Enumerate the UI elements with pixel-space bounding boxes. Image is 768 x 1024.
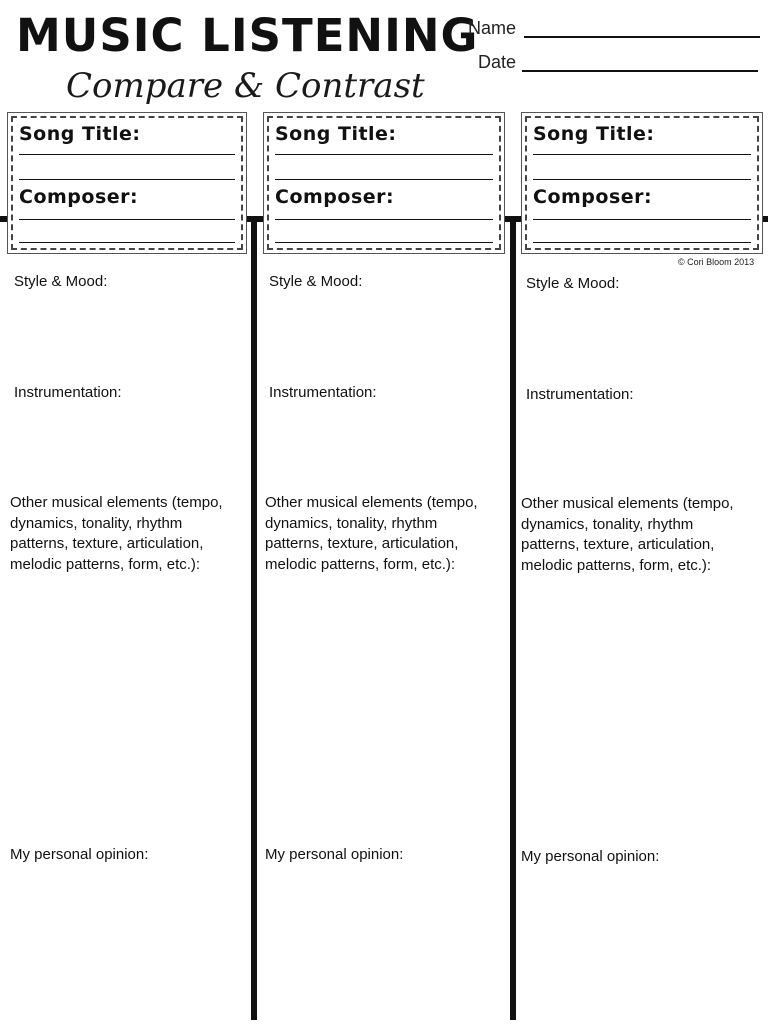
style-mood-label: Style & Mood:	[14, 273, 108, 290]
copyright-notice: © Cori Bloom 2013	[678, 257, 755, 267]
column-divider-2	[510, 218, 516, 1020]
column-divider-1	[251, 218, 257, 1020]
song-title-line[interactable]	[275, 179, 493, 180]
song-title-label: Song Title:	[533, 123, 655, 145]
other-elements-label: Other musical elements (tempo, dynamics, tonality, rhythm patterns, texture, articulation, melodic patterns, form, etc.):	[10, 494, 223, 573]
song-title-line[interactable]	[19, 179, 235, 180]
style-mood-label: Style & Mood:	[269, 273, 363, 290]
song-title-line[interactable]	[533, 179, 751, 180]
other-elements-label: Other musical elements (tempo, dynamics, tonality, rhythm patterns, texture, articulation, melodic patterns, form, etc.):	[265, 494, 478, 573]
song-info-card-1	[8, 113, 246, 253]
song-title-line[interactable]	[533, 154, 751, 155]
composer-line[interactable]	[19, 242, 235, 243]
composer-line[interactable]	[533, 219, 751, 220]
composer-line[interactable]	[533, 242, 751, 243]
date-field-line[interactable]	[522, 70, 758, 72]
date-label: Date	[478, 52, 517, 72]
song-title-line[interactable]	[19, 154, 235, 155]
other-elements-label: Other musical elements (tempo, dynamics, tonality, rhythm patterns, texture, articulation, melodic patterns, form, etc.):	[521, 495, 734, 574]
personal-opinion-label: My personal opinion:	[521, 848, 660, 865]
style-mood-label: Style & Mood:	[526, 275, 620, 292]
composer-label: Composer:	[19, 186, 139, 208]
composer-line[interactable]	[275, 219, 493, 220]
composer-line[interactable]	[19, 219, 235, 220]
worksheet-title: MUSIC LISTENING	[16, 9, 479, 62]
song-title-line[interactable]	[275, 154, 493, 155]
composer-line[interactable]	[275, 242, 493, 243]
personal-opinion-label: My personal opinion:	[10, 846, 149, 863]
instrumentation-label: Instrumentation:	[526, 386, 634, 403]
instrumentation-label: Instrumentation:	[269, 384, 377, 401]
instrumentation-label: Instrumentation:	[14, 384, 122, 401]
name-field-line[interactable]	[524, 36, 760, 38]
song-title-label: Song Title:	[275, 123, 397, 145]
song-info-card-3	[522, 113, 762, 253]
song-info-card-2	[264, 113, 504, 253]
composer-label: Composer:	[275, 186, 395, 208]
composer-label: Composer:	[533, 186, 653, 208]
personal-opinion-label: My personal opinion:	[265, 846, 404, 863]
song-title-label: Song Title:	[19, 123, 141, 145]
worksheet-subtitle: Compare & Contrast	[66, 66, 425, 106]
name-label: Name	[468, 18, 517, 38]
